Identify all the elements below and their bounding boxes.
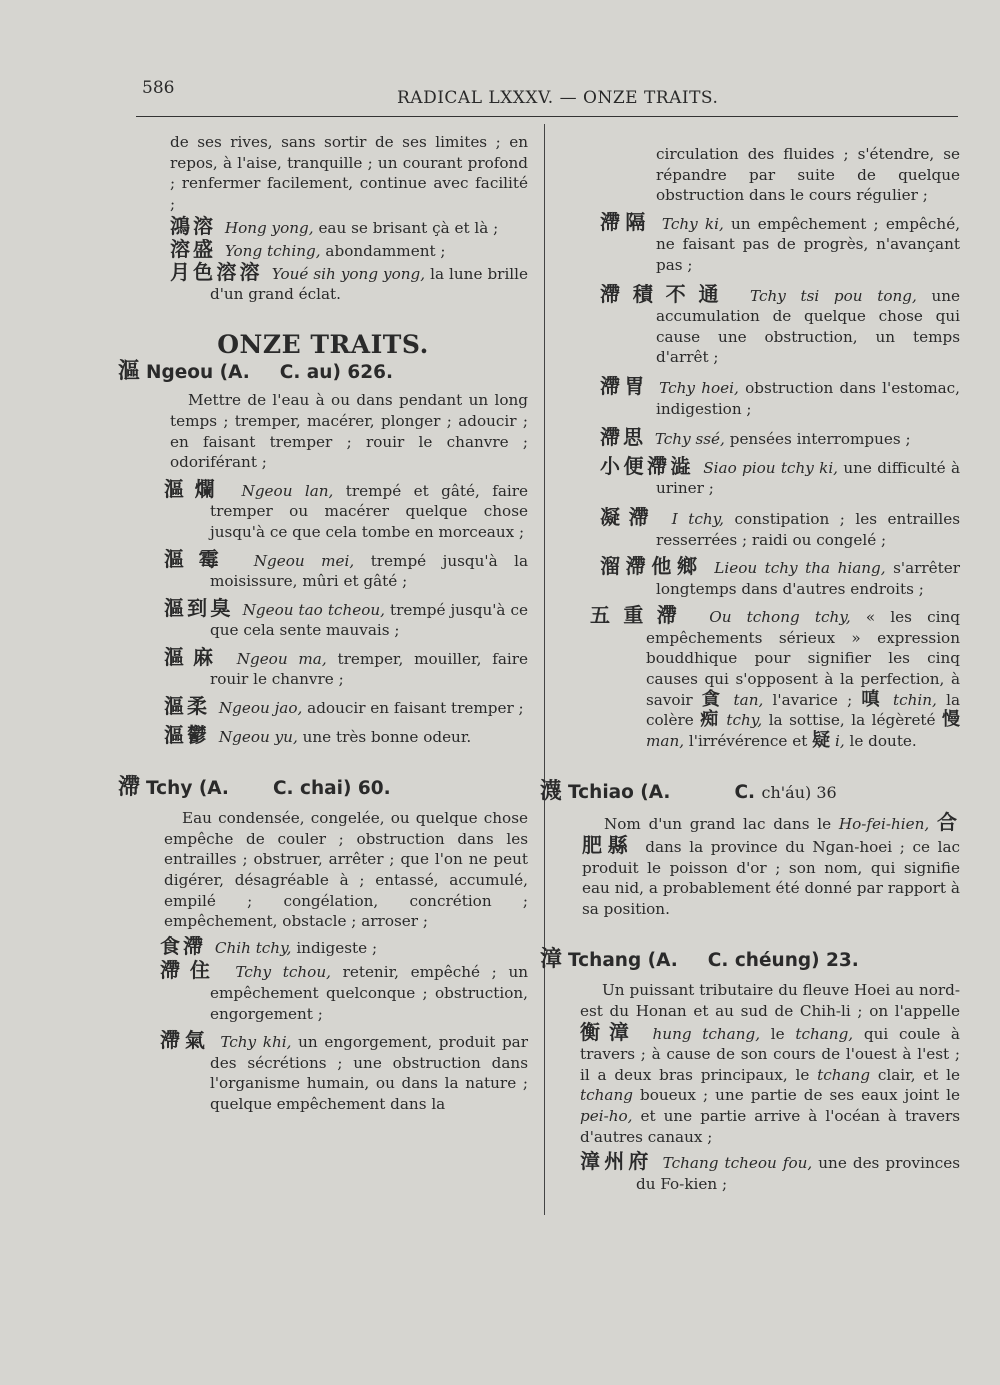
romanization: Ngeou tao tcheou, [242,600,385,619]
definition: le [770,1024,785,1043]
definition: constipation ; les entrailles resserrées ; raidi ou congelé ; [656,509,961,549]
definition: la sottise, la légèreté [768,711,936,730]
definition: la lune brille d'un grand éclat. [210,264,529,304]
chinese-characters: 滯積不通 [600,281,732,306]
romanization: I tchy, [671,509,724,528]
chinese-characters: 溜滯他鄉 [600,554,703,579]
chinese-characters: 漚到臭 [164,595,234,620]
chinese-characters: 滯思 [600,425,646,450]
compound-entry [540,504,961,550]
chinese-character: 嗔 [861,688,884,710]
romanization: Siao piou tchy ki, [703,458,839,477]
compound-entry [540,373,961,419]
romanization: tchang [817,1065,871,1084]
compound-entry [118,236,528,262]
romanization: Tchang tcheou fou, [662,1154,813,1173]
chinese-characters: 溶盛 [170,236,216,261]
chinese-characters: 漚柔 [164,694,210,719]
running-head: RADICAL LXXXV. — ONZE TRAITS. [397,88,719,108]
continuation-paragraph: circulation des fluides ; s'étendre, se répandre par suite de quelque obstruction dans le cours régulier ; [656,145,960,205]
definition: adoucir en faisant tremper ; [307,699,524,718]
chinese-characters: 漚爛 [164,476,226,501]
definition: tremper, mouiller, faire rouir le chanvre ; [210,649,528,689]
compound-entry [118,1030,528,1114]
chinese-characters: 漚霉 [164,546,234,571]
compound-entry [540,281,961,368]
definition: clair, et le [877,1065,961,1084]
headword-character: 漳 [540,947,563,973]
section-heading: ONZE TRAITS. [217,329,429,359]
entry-definition: Eau condensée, congelée, ou quelque chose empêche de couler ; obstruction dans les entrailles ; obstruer, arrêter ; que l'on ne peut digérer, désagréable à ; entassé, accumulé, empilé ; congélation, concrétion ; empêchement, obstacle ; arroser ; [164,809,528,931]
definition: une des provinces du Fo-kien ; [636,1154,961,1193]
romanization: Tchy hoei, [659,378,739,397]
romanization: tan, [733,690,764,709]
entry-definition [540,980,960,1147]
headword-character: 瀎 [540,779,563,805]
definition: obstruction dans l'estomac, indigestion ; [656,378,961,418]
definition: pensées interrompues ; [729,430,911,449]
chinese-character: 疑 [812,729,831,751]
romanization: Youé sih yong yong, [271,264,426,283]
definition: dans la province du Ngan-hoei ; ce lac produit le poisson d'or ; son nom, qui signifie eau nid, a probablement été donné par rapport à sa position. [582,838,961,918]
romanization: hung tchang, [652,1024,761,1043]
chinese-characters: 滯胃 [600,373,649,398]
main-entry-heading [118,359,528,386]
compound-entry [540,209,961,276]
headword-reading: Ngeou (A. [146,362,250,384]
definition: boueux ; une partie de ses eaux joint le [640,1086,961,1105]
chinese-characters: 食滯 [160,933,206,958]
headword-reading: Tchang (A. [568,950,678,972]
chinese-characters: 鴻溶 [170,214,216,239]
chinese-characters: 小便滯澁 [600,453,694,478]
definition: Un puissant tributaire du fleuve Hoei au nord-est du Honan et au sud de Chih-li ; on l'appelle [580,981,960,1020]
cantonese-reading: C. chai) 60. [272,778,391,800]
chinese-characters: 漚麻 [164,644,222,669]
chinese-characters: 凝滯 [600,504,658,529]
compound-entry [540,1151,960,1194]
left-column [118,132,528,1115]
definition: une difficulté à uriner ; [656,458,961,498]
definition: trempé et gâté, faire tremper ou macérer quelque chose jusqu'à ce que cela tombe en morceaux ; [210,481,529,541]
definition: s'arrêter longtemps dans d'autres endroits ; [656,559,961,598]
chinese-characters: 漳州府 [580,1149,653,1174]
compound-entry [118,722,528,748]
main-entry-heading [540,947,960,974]
romanization: Tchy tsi pou tong, [750,286,917,305]
definition: l'irrévérence et [688,731,808,750]
definition: et une partie arrive à l'océan à travers d'autres canaux ; [580,1106,961,1146]
cantonese-reading: C. chéung) 23. [707,950,859,972]
entry-definition: Mettre de l'eau à ou dans pendant un long temps ; tremper, macérer, plonger ; adoucir ; en faisant tremper ; rouir le chanvre ; odoriférant ; [170,391,528,472]
cantonese-reading: C. au) 626. [279,362,394,384]
main-entry-heading [118,775,528,802]
definition: l'avarice ; [772,690,853,709]
compound-entry [540,556,960,599]
compound-entry [118,259,529,305]
romanization: man, [646,731,685,750]
romanization: pei-ho, [580,1106,633,1125]
continuation-paragraph: de ses rives, sans sortir de ses limites ; en repos, à l'aise, tranquille ; un courant profond ; renfermer facilement, continue avec facilité ; [170,133,528,213]
chinese-characters: 合肥縣 [582,810,961,858]
romanization: Chih tchy, [214,938,292,957]
chinese-characters: 衡漳 [580,1019,638,1044]
romanization: Hong yong, [224,219,314,238]
compound-entry [118,546,529,592]
romanization: tchy, [726,711,763,730]
place-name: Ho-fei-hien, [838,815,930,834]
chinese-character: 貪 [701,688,725,710]
romanization: Yong tching, [224,241,321,260]
definition: abondamment ; [325,241,446,260]
romanization: Tchy tchou, [235,963,331,982]
definition: « les cinq empêchements sérieux » expression bouddhique pour signifier les cinq causes qui s'opposent à la perfection, à savoir [646,608,960,709]
compound-entry [118,476,529,543]
header-rule [136,116,958,117]
compound-entry [118,696,528,719]
entry-definition [540,812,960,919]
main-entry-heading [540,779,960,806]
definition: trempé jusqu'à la moisissure, mûri et gâté ; [210,551,529,591]
compound-entry [540,453,961,499]
romanization: Lieou tchy tha hiang, [714,559,886,578]
chinese-characters: 五重滯 [590,603,691,628]
romanization: Ngeou ma, [236,649,327,668]
chinese-characters: 滯住 [160,958,220,983]
compound-entry [540,427,960,450]
definition: un empêchement ; empêché, ne faisant pas de progrès, n'avançant pas ; [656,214,961,274]
definition: la colère [646,690,961,730]
chinese-characters: 漚鬱 [164,722,210,747]
chinese-characters: 月色溶溶 [170,259,263,284]
compound-entry [118,595,528,641]
right-column [540,144,960,1194]
headword-reading: Tchiao (A. [568,782,671,804]
compound-entry [118,644,528,690]
definition: eau se brisant çà et là ; [318,219,499,238]
romanization: Ngeou yu, [218,727,298,746]
headword-character: 滯 [118,775,141,801]
romanization: Ngeou lan, [241,481,334,500]
romanization: Ngeou jao, [218,699,303,718]
definition: une très bonne odeur. [302,727,472,746]
compound-entry [118,933,528,959]
definition: Nom d'un grand lac dans le [604,815,832,834]
definition: le doute. [849,731,917,750]
compound-entry [118,216,528,239]
compound-entry [118,960,528,1024]
definition: qui coule à travers ; à cause de son cours de l'ouest à l'est ; il a deux bras principaux, le [580,1024,960,1084]
romanization: Ou tchong tchy, [709,608,851,627]
chinese-characters: 滯隔 [600,209,651,234]
chinese-characters: 滯氣 [160,1028,210,1053]
definition: retenir, empêché ; un empêchement quelconque ; obstruction, engorgement ; [210,963,529,1023]
compound-entry [540,605,960,751]
romanization: i, [834,731,845,750]
romanization: tchin, [893,690,937,709]
cantonese-reading: ch'áu) 36 [761,783,837,803]
definition: indigeste ; [296,938,378,957]
romanization: Ngeou mei, [253,551,355,570]
romanization: Tchy ssé, [654,430,725,449]
chinese-character: 慢 [942,709,961,731]
headword-character: 漚 [118,359,141,385]
page-number: 586 [142,78,175,98]
romanization: Tchy khi, [220,1033,292,1052]
definition: un engorgement, produit par des sécrétions ; une obstruction dans l'organisme humain, ou dans la nature ; quelque empêchement dans la [210,1033,528,1113]
romanization: tchang [580,1086,633,1105]
cantonese-label: C. [734,782,756,804]
romanization: tchang, [795,1024,854,1043]
definition: trempé jusqu'à ce que cela sente mauvais ; [210,600,528,640]
chinese-character: 痴 [700,709,720,731]
romanization: Tchy ki, [661,214,724,233]
definition: une accumulation de quelque chose qui cause une obstruction, un temps d'arrêt ; [656,286,961,367]
headword-reading: Tchy (A. [146,778,229,800]
